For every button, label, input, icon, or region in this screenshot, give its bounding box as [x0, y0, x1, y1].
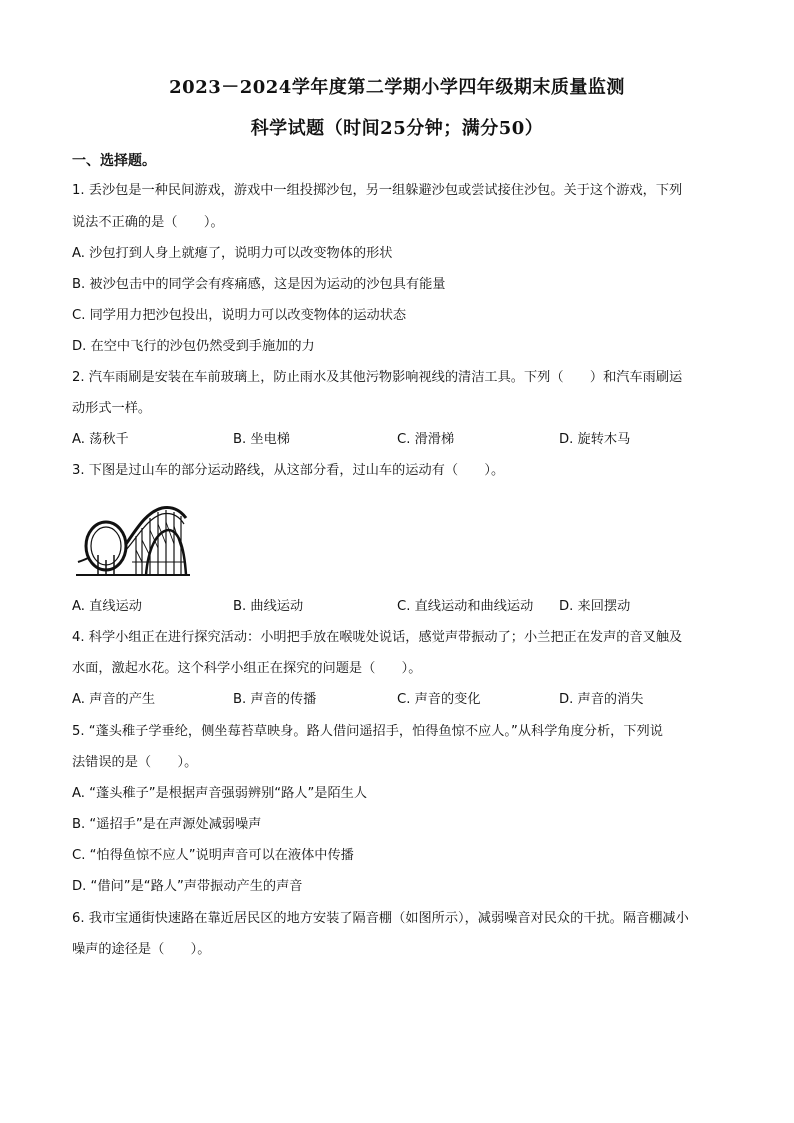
exam-subtitle: 科学试题（时间25分钟；满分50） — [250, 118, 544, 139]
question-3-option-a: A. 直线运动 — [72, 599, 142, 614]
question-4-option-b: B. 声音的传播 — [233, 692, 317, 707]
question-3-stem-line-1: 3. 下图是过山车的部分运动路线，从这部分看，过山车的运动有（ ）。 — [72, 463, 505, 478]
question-6-stem-line-2: 噪声的途径是（ ）。 — [72, 942, 211, 957]
question-3-options — [72, 599, 724, 615]
exam-title: 2023－2024学年度第二学期小学四年级期末质量监测 — [169, 77, 625, 98]
question-1-stem-line-2: 说法不正确的是（ ）。 — [72, 215, 224, 230]
question-3-option-d: D. 来回摆动 — [559, 599, 631, 614]
question-5-stem-line-1: 5. “蓬头稚子学垂纶，侧坐莓苔草映身。路人借问遥招手，怕得鱼惊不应人。”从科学角度分析，下列说 — [72, 724, 663, 739]
section-heading: 一、选择题。 — [72, 153, 156, 169]
question-2-option-c: C. 滑滑梯 — [397, 432, 455, 447]
question-1-stem-line-1: 1. 丢沙包是一种民间游戏，游戏中一组投掷沙包，另一组躲避沙包或尝试接住沙包。关于这个游戏，下列 — [72, 183, 683, 198]
question-2-stem-line-2: 动形式一样。 — [72, 401, 152, 416]
question-4-option-c: C. 声音的变化 — [397, 692, 481, 707]
question-4-stem-line-2: 水面，激起水花。这个科学小组正在探究的问题是（ ）。 — [72, 661, 422, 676]
question-1-option-d: D. 在空中飞行的沙包仍然受到手施加的力 — [72, 339, 315, 354]
question-3-option-c: C. 直线运动和曲线运动 — [397, 599, 534, 614]
question-2-option-a: A. 荡秋千 — [72, 432, 129, 447]
question-2-option-b: B. 坐电梯 — [233, 432, 290, 447]
question-4-options — [72, 692, 724, 708]
roller-coaster-image — [76, 500, 190, 578]
question-2-stem-line-1: 2. 汽车雨刷是安装在车前玻璃上，防止雨水及其他污物影响视线的清洁工具。下列（ ）和汽车雨刷运 — [72, 370, 683, 385]
question-1-option-c: C. 同学用力把沙包投出，说明力可以改变物体的运动状态 — [72, 308, 407, 323]
question-6-stem-line-1: 6. 我市宝通街快速路在靠近居民区的地方安装了隔音棚（如图所示），减弱噪音对民众的干扰。隔音棚减小 — [72, 911, 689, 926]
question-5-option-a: A. “蓬头稚子”是根据声音强弱辨别“路人”是陌生人 — [72, 786, 368, 801]
question-5-stem-line-2: 法错误的是（ ）。 — [72, 755, 198, 770]
question-1-option-b: B. 被沙包击中的同学会有疼痛感，这是因为运动的沙包具有能量 — [72, 277, 446, 292]
question-5-option-d: D. “借问”是“路人”声带振动产生的声音 — [72, 879, 303, 894]
question-4-stem-line-1: 4. 科学小组正在进行探究活动：小明把手放在喉咙处说话，感觉声带振动了；小兰把正在发声的音叉触及 — [72, 630, 683, 645]
question-1-option-a: A. 沙包打到人身上就瘪了，说明力可以改变物体的形状 — [72, 246, 393, 261]
question-2-options — [72, 432, 724, 448]
question-3-option-b: B. 曲线运动 — [233, 599, 304, 614]
question-4-option-a: A. 声音的产生 — [72, 692, 156, 707]
question-5-option-b: B. “遥招手”是在声源处减弱噪声 — [72, 817, 262, 832]
question-4-option-d: D. 声音的消失 — [559, 692, 644, 707]
question-5-option-c: C. “怕得鱼惊不应人”说明声音可以在液体中传播 — [72, 848, 354, 863]
question-2-option-d: D. 旋转木马 — [559, 432, 631, 447]
